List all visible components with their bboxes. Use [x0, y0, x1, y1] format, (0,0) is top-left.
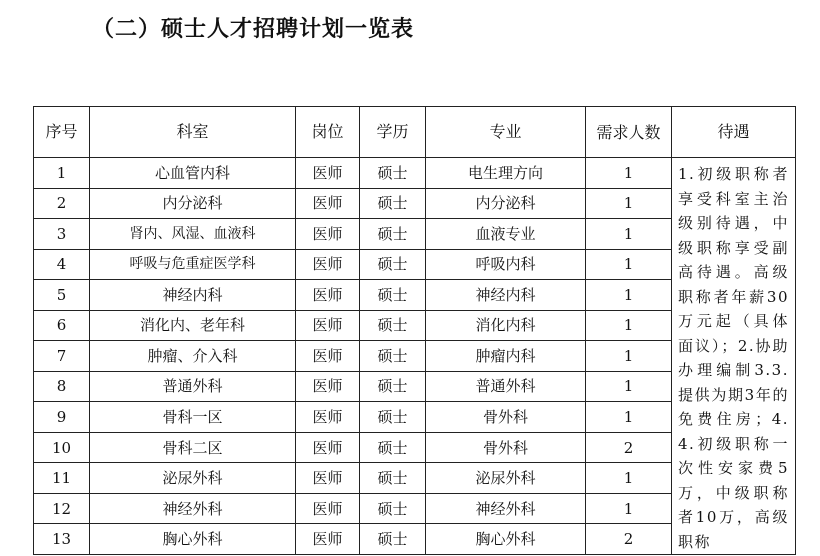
cell-dept: 呼吸与危重症医学科 — [90, 249, 296, 280]
cell-post: 医师 — [296, 493, 360, 524]
cell-major: 呼吸内科 — [426, 249, 586, 280]
header-need: 需求人数 — [586, 107, 672, 158]
cell-edu: 硕士 — [360, 371, 426, 402]
cell-need: 1 — [586, 188, 672, 219]
cell-seq: 2 — [34, 188, 90, 219]
cell-edu: 硕士 — [360, 341, 426, 372]
cell-post: 医师 — [296, 249, 360, 280]
cell-seq: 4 — [34, 249, 90, 280]
cell-post: 医师 — [296, 219, 360, 250]
cell-major: 消化内科 — [426, 310, 586, 341]
cell-major: 血液专业 — [426, 219, 586, 250]
cell-post: 医师 — [296, 310, 360, 341]
cell-edu: 硕士 — [360, 249, 426, 280]
cell-need: 1 — [586, 310, 672, 341]
cell-benefit: 1.初级职称者享受科室主治级别待遇，中级职称享受副高待遇。高级职称者年薪30万元起（具体面议）；2.协助办理编制3.3.提供为期3年的免费住房；4.4.初级职称一次性安家费5万，中级职称者10万，高级职称 — [672, 158, 796, 555]
cell-edu: 硕士 — [360, 280, 426, 311]
cell-dept: 泌尿外科 — [90, 463, 296, 494]
cell-dept: 胸心外科 — [90, 524, 296, 555]
table-header-row — [34, 107, 796, 158]
cell-need: 1 — [586, 219, 672, 250]
cell-major: 胸心外科 — [426, 524, 586, 555]
cell-need: 1 — [586, 280, 672, 311]
cell-post: 医师 — [296, 371, 360, 402]
cell-dept: 神经内科 — [90, 280, 296, 311]
cell-dept: 消化内、老年科 — [90, 310, 296, 341]
page-title: （二）硕士人才招聘计划一览表 — [92, 17, 415, 42]
header-dept: 科室 — [90, 107, 296, 158]
cell-dept: 骨科二区 — [90, 432, 296, 463]
cell-dept: 心血管内科 — [90, 158, 296, 189]
cell-edu: 硕士 — [360, 219, 426, 250]
cell-need: 1 — [586, 493, 672, 524]
cell-dept: 神经外科 — [90, 493, 296, 524]
cell-post: 医师 — [296, 524, 360, 555]
cell-need: 1 — [586, 249, 672, 280]
cell-need: 2 — [586, 432, 672, 463]
cell-post: 医师 — [296, 341, 360, 372]
header-benefit: 待遇 — [672, 107, 796, 158]
cell-edu: 硕士 — [360, 188, 426, 219]
cell-seq: 7 — [34, 341, 90, 372]
cell-seq: 10 — [34, 432, 90, 463]
cell-seq: 3 — [34, 219, 90, 250]
cell-major: 骨外科 — [426, 432, 586, 463]
cell-edu: 硕士 — [360, 310, 426, 341]
cell-edu: 硕士 — [360, 432, 426, 463]
header-edu: 学历 — [360, 107, 426, 158]
cell-major: 肿瘤内科 — [426, 341, 586, 372]
cell-seq: 6 — [34, 310, 90, 341]
cell-edu: 硕士 — [360, 524, 426, 555]
cell-seq: 9 — [34, 402, 90, 433]
cell-edu: 硕士 — [360, 493, 426, 524]
cell-post: 医师 — [296, 188, 360, 219]
cell-edu: 硕士 — [360, 402, 426, 433]
header-seq: 序号 — [34, 107, 90, 158]
recruitment-table — [33, 106, 796, 555]
cell-need: 1 — [586, 371, 672, 402]
cell-seq: 5 — [34, 280, 90, 311]
cell-major: 电生理方向 — [426, 158, 586, 189]
cell-major: 普通外科 — [426, 371, 586, 402]
cell-seq: 8 — [34, 371, 90, 402]
header-major: 专业 — [426, 107, 586, 158]
cell-need: 1 — [586, 341, 672, 372]
cell-need: 1 — [586, 402, 672, 433]
cell-need: 1 — [586, 158, 672, 189]
cell-post: 医师 — [296, 280, 360, 311]
cell-post: 医师 — [296, 158, 360, 189]
cell-dept: 骨科一区 — [90, 402, 296, 433]
table-row — [34, 158, 796, 189]
cell-need: 1 — [586, 463, 672, 494]
cell-dept: 内分泌科 — [90, 188, 296, 219]
cell-seq: 11 — [34, 463, 90, 494]
cell-seq: 13 — [34, 524, 90, 555]
cell-post: 医师 — [296, 402, 360, 433]
cell-major: 神经内科 — [426, 280, 586, 311]
cell-major: 泌尿外科 — [426, 463, 586, 494]
header-post: 岗位 — [296, 107, 360, 158]
cell-edu: 硕士 — [360, 158, 426, 189]
cell-dept: 肿瘤、介入科 — [90, 341, 296, 372]
cell-post: 医师 — [296, 463, 360, 494]
cell-need: 2 — [586, 524, 672, 555]
cell-major: 骨外科 — [426, 402, 586, 433]
cell-post: 医师 — [296, 432, 360, 463]
cell-major: 神经外科 — [426, 493, 586, 524]
cell-seq: 12 — [34, 493, 90, 524]
cell-dept: 普通外科 — [90, 371, 296, 402]
cell-seq: 1 — [34, 158, 90, 189]
cell-major: 内分泌科 — [426, 188, 586, 219]
cell-edu: 硕士 — [360, 463, 426, 494]
cell-dept: 肾内、风湿、血液科 — [90, 219, 296, 250]
